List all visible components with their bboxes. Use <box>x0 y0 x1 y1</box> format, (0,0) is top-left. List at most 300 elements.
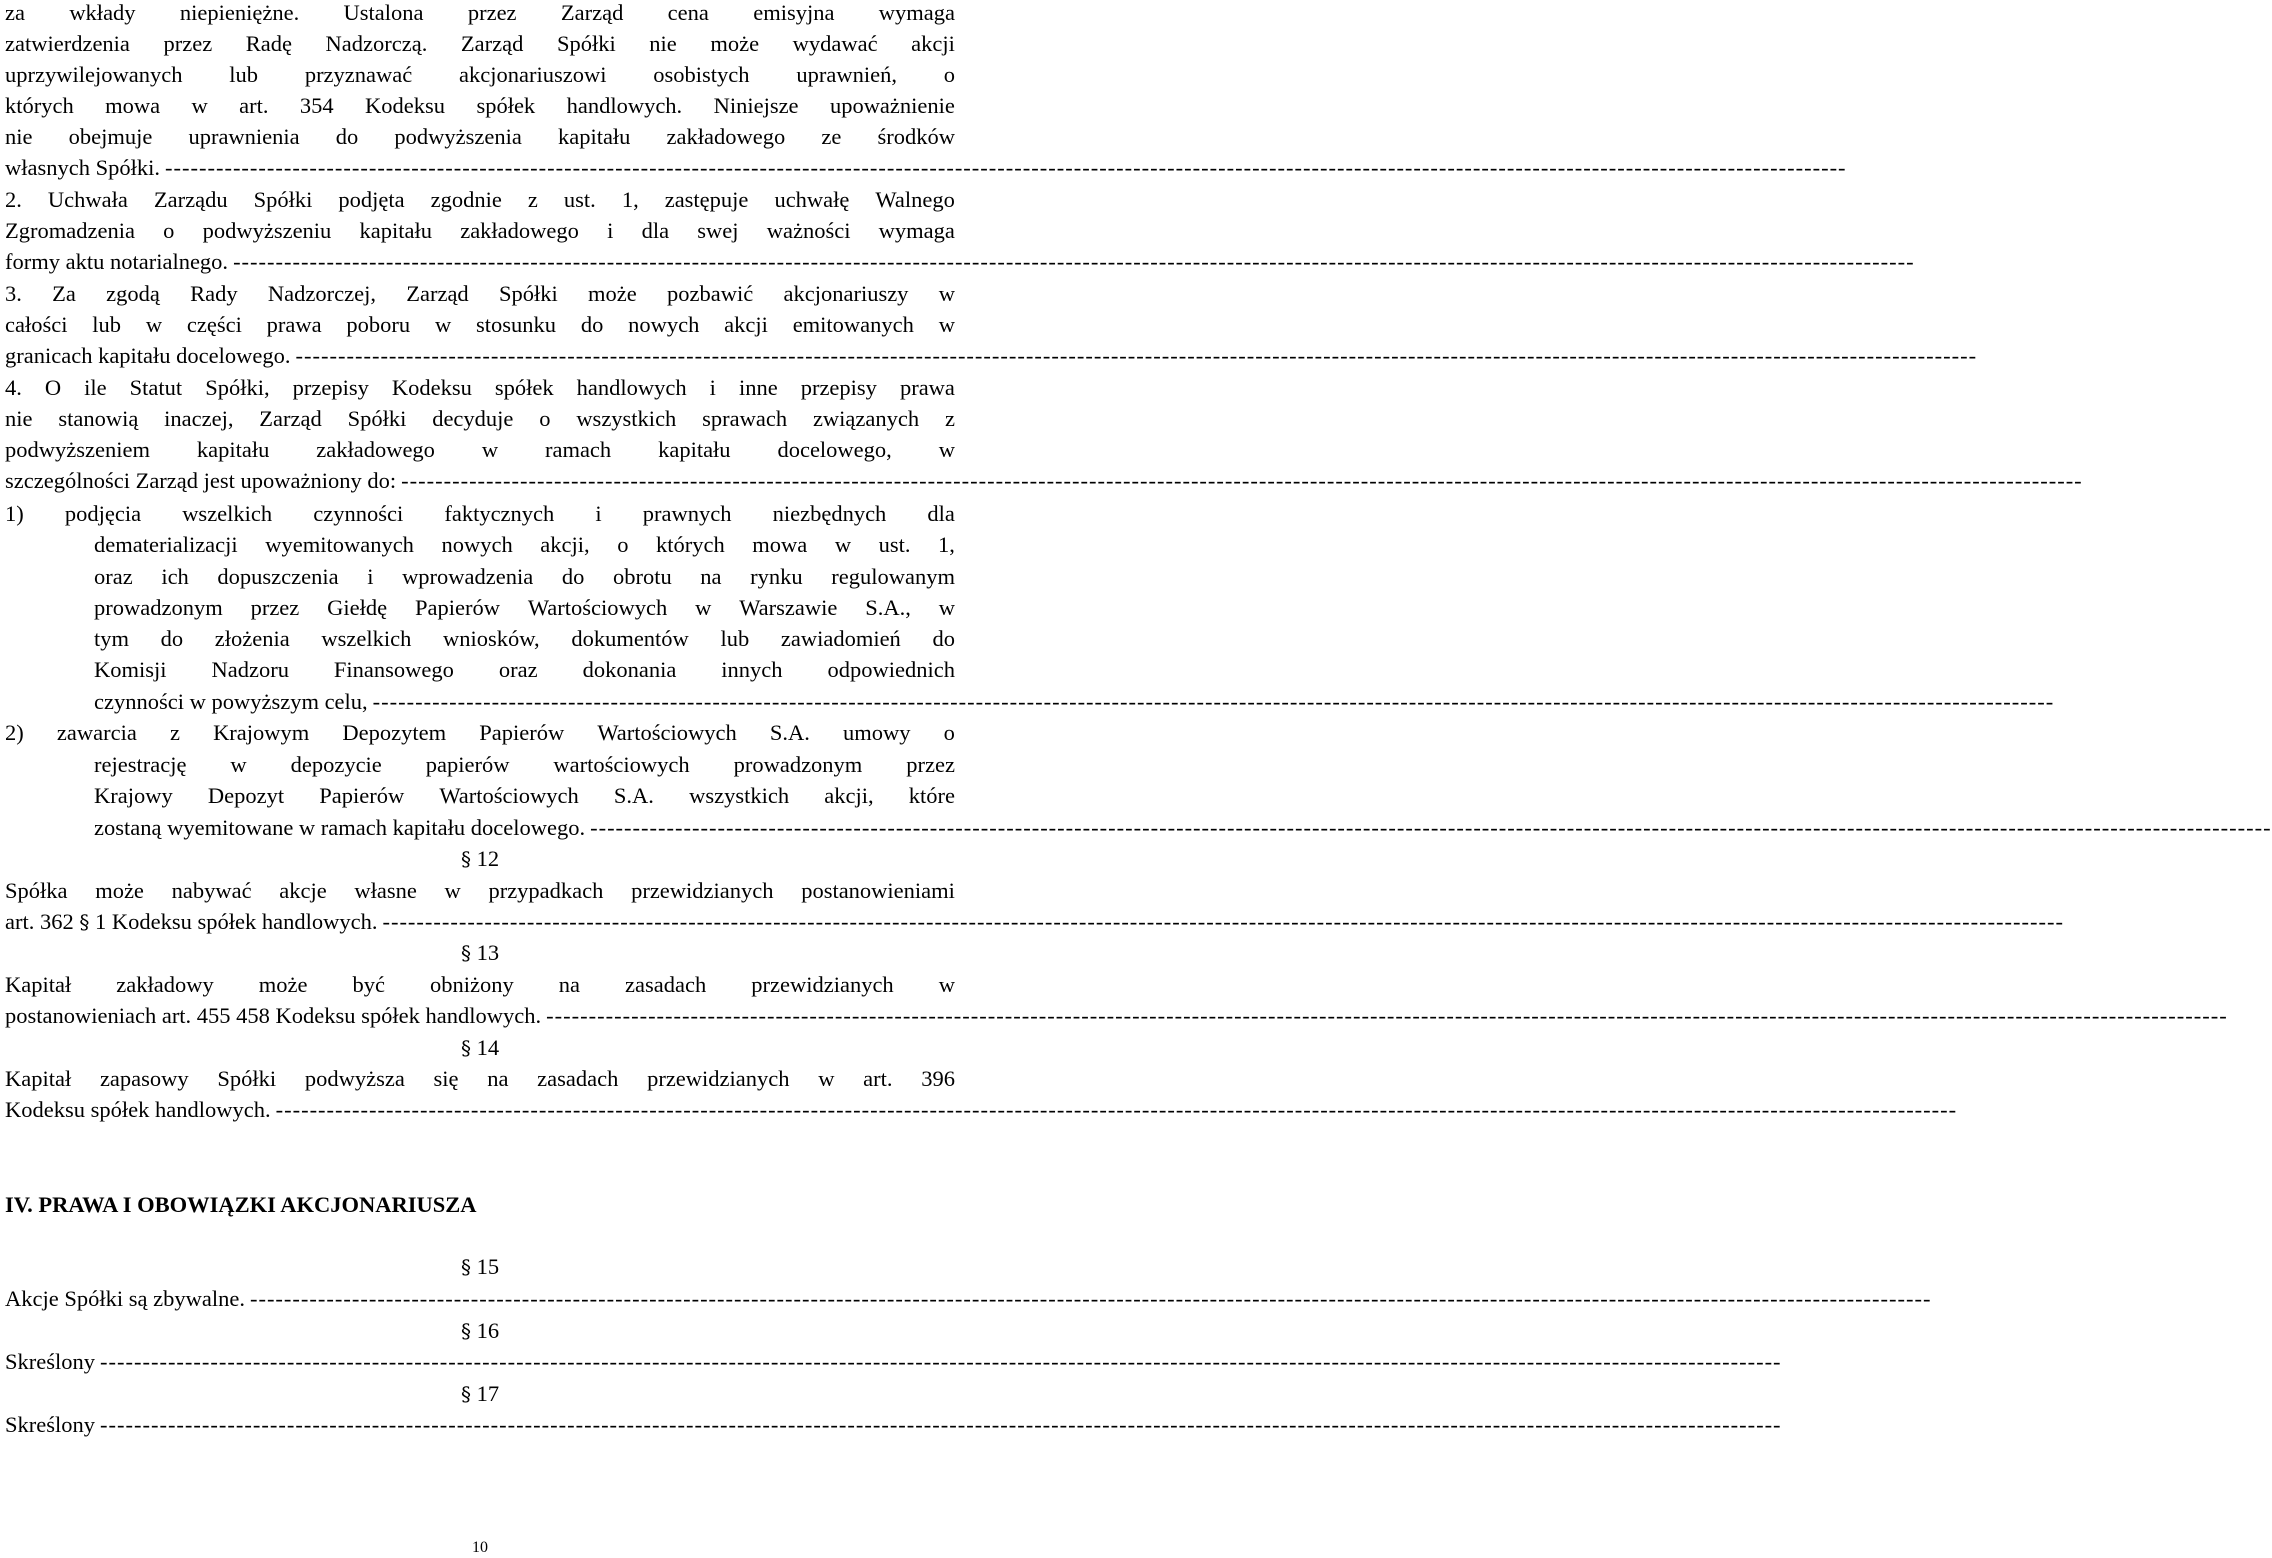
page-number: 10 <box>472 1539 488 1556</box>
word: rynku <box>750 564 803 589</box>
word: decyduje <box>432 406 514 431</box>
word: Zarządu <box>153 187 228 212</box>
word: akcji <box>724 312 768 337</box>
word: S.A. <box>769 720 810 745</box>
text-line <box>5 498 955 529</box>
word: dla <box>927 501 955 526</box>
text-line <box>5 1283 1932 1314</box>
word: Krajowym <box>213 720 310 745</box>
word: stanowią <box>58 406 139 431</box>
word: które <box>908 783 955 808</box>
word: na <box>487 1066 509 1091</box>
word: prowadzonym <box>733 752 863 777</box>
section-heading-12 <box>5 843 955 875</box>
word: na <box>700 564 722 589</box>
text-line <box>5 717 955 748</box>
word: 1, <box>621 187 639 212</box>
word: prawa <box>266 312 322 337</box>
word: innych <box>721 657 783 682</box>
word: inaczej, <box>164 406 234 431</box>
word: do <box>160 626 184 651</box>
word: Nadzorczej, <box>267 281 376 306</box>
word: dokumentów <box>571 626 689 651</box>
word: O <box>44 375 62 400</box>
word: kapitału <box>359 218 432 243</box>
word: cena <box>667 0 709 25</box>
text-line <box>94 780 955 811</box>
line-text: własnych Spółki. <box>5 155 160 180</box>
word: Ustalona <box>343 0 424 25</box>
word: Uchwała <box>47 187 128 212</box>
word: akcji, <box>540 532 590 557</box>
section-number: 13 <box>476 940 500 965</box>
word: S.A. <box>613 783 654 808</box>
word: Nadzoru <box>211 657 289 682</box>
text-line <box>5 309 955 340</box>
text-line <box>94 623 955 654</box>
dash-filler: ------------------------------------------------------------------------------------------------------------------------------------------------------------------------------------------------------ <box>249 1286 1932 1311</box>
section-heading-13 <box>5 937 955 969</box>
word: i <box>595 501 602 526</box>
line-text: art. 362 <box>5 909 74 934</box>
section-heading-16 <box>5 1315 955 1347</box>
word: i <box>367 564 374 589</box>
word: zakładowego <box>666 124 786 149</box>
text-line <box>94 529 955 560</box>
line-text: Akcje Spółki są zbywalne. <box>5 1286 245 1311</box>
word: w <box>230 752 247 777</box>
word: własne <box>354 878 417 903</box>
word: o <box>943 720 955 745</box>
word: w <box>191 93 208 118</box>
word: ze <box>821 124 842 149</box>
line-text: postanowieniach art. 455 458 Kodeksu spółek handlowych. <box>5 1003 542 1028</box>
word: regulowanym <box>831 564 955 589</box>
text-line <box>94 812 2272 843</box>
word: akcjonariuszy <box>783 281 909 306</box>
word: docelowego, <box>777 437 892 462</box>
word: w <box>434 312 452 337</box>
word: w <box>938 972 955 997</box>
word: Kodeksu <box>365 93 446 118</box>
word: Kapitał <box>5 972 72 997</box>
line-text: 1 Kodeksu spółek handlowych. <box>94 909 378 934</box>
text-line <box>94 749 955 780</box>
word: i <box>607 218 614 243</box>
section-sign: § <box>79 910 90 934</box>
word: ważności <box>766 218 851 243</box>
word: handlowych <box>576 375 687 400</box>
word: oraz <box>498 657 538 682</box>
section-number: 17 <box>476 1381 500 1406</box>
word: faktycznych <box>444 501 555 526</box>
word: niezbędnych <box>772 501 887 526</box>
word: za <box>5 0 25 25</box>
word: Krajowy <box>94 783 173 808</box>
word: wszelkich <box>182 501 273 526</box>
section-heading-14 <box>5 1032 955 1064</box>
word: zgodą <box>106 281 160 306</box>
word: papierów <box>425 752 510 777</box>
word: nowych <box>441 532 513 557</box>
section-number: 14 <box>476 1035 500 1060</box>
word: przez <box>250 595 300 620</box>
text-line <box>5 1409 1782 1440</box>
word: Depozytem <box>342 720 447 745</box>
text-line <box>5 90 955 121</box>
word: 1, <box>938 532 955 557</box>
dash-filler: ------------------------------------------------------------------------------------------------------------------------------------------------------------------------------------------------------ <box>372 689 2055 714</box>
dash-filler: ------------------------------------------------------------------------------------------------------------------------------------------------------------------------------------------------------ <box>382 909 2065 934</box>
word: Spółki <box>347 406 407 431</box>
word: w <box>938 281 955 306</box>
section-sign: § <box>460 1319 471 1343</box>
word: S.A., <box>865 595 911 620</box>
word: o <box>943 62 955 87</box>
line-text: formy aktu notarialnego. <box>5 249 229 274</box>
dash-filler: ------------------------------------------------------------------------------------------------------------------------------------------------------------------------------------------------------ <box>165 155 1847 180</box>
word: zakładowego <box>460 218 579 243</box>
word: Spółki <box>217 1066 277 1091</box>
word: Kodeksu <box>391 375 472 400</box>
word: uprawnienia <box>188 124 300 149</box>
word: Kapitał <box>5 1066 72 1091</box>
line-text: Skreślony <box>5 1412 95 1437</box>
word: mowa <box>752 532 808 557</box>
word: zasadach <box>537 1066 619 1091</box>
line-text: Skreślony <box>5 1349 95 1374</box>
word: wszystkich <box>576 406 677 431</box>
word: sprawach <box>702 406 788 431</box>
word: wymaga <box>878 218 955 243</box>
line-text: Kodeksu spółek handlowych. <box>5 1097 271 1122</box>
word: z <box>527 187 538 212</box>
word: lub <box>229 62 259 87</box>
word: może <box>258 972 308 997</box>
word: umowy <box>843 720 911 745</box>
word: lub <box>92 312 122 337</box>
word: podwyższa <box>304 1066 405 1091</box>
word: się <box>433 1066 459 1091</box>
text-line <box>5 340 1978 371</box>
word: obniżony <box>430 972 514 997</box>
word: wartościowych <box>553 752 690 777</box>
word: uchwałę <box>774 187 850 212</box>
word: Papierów <box>319 783 405 808</box>
word: poboru <box>346 312 411 337</box>
word: upoważnienie <box>829 93 955 118</box>
word: wszystkich <box>689 783 790 808</box>
word: ust. <box>563 187 596 212</box>
text-line <box>5 246 1915 277</box>
word: niepieniężne. <box>179 0 300 25</box>
word: dokonania <box>582 657 677 682</box>
word: odpowiednich <box>827 657 955 682</box>
word: akcje <box>279 878 327 903</box>
word: przez <box>906 752 955 777</box>
word: obejmuje <box>68 124 153 149</box>
word: podjęta <box>338 187 405 212</box>
word: postanowieniami <box>801 878 955 903</box>
word: Spółki <box>253 187 313 212</box>
section-sign: § <box>460 1382 471 1406</box>
word: zakładowy <box>116 972 214 997</box>
word: inne <box>738 375 778 400</box>
word: przypadkach <box>488 878 604 903</box>
word: w <box>938 595 955 620</box>
word: Zarząd <box>560 0 624 25</box>
word: w <box>938 437 955 462</box>
section-sign: § <box>460 1255 471 1279</box>
word: na <box>558 972 581 997</box>
word: Wartościowych <box>527 595 668 620</box>
word: handlowych. <box>566 93 683 118</box>
section-number: 16 <box>476 1318 500 1343</box>
text-line <box>5 434 955 465</box>
word: Spółki, <box>205 375 270 400</box>
word: Papierów <box>479 720 565 745</box>
word: do <box>561 564 585 589</box>
word: emitowanych <box>792 312 914 337</box>
dash-filler: ------------------------------------------------------------------------------------------------------------------------------------------------------------------------------------------------------ <box>233 249 1915 274</box>
word: kapitału <box>658 437 731 462</box>
word: Niniejsze <box>713 93 799 118</box>
word: spółek <box>476 93 536 118</box>
word: stosunku <box>476 312 557 337</box>
section-number: 15 <box>476 1254 500 1279</box>
word: Papierów <box>414 595 500 620</box>
dash-filler: ------------------------------------------------------------------------------------------------------------------------------------------------------------------------------------------------------ <box>546 1003 2228 1028</box>
word: o <box>163 218 175 243</box>
text-line <box>5 28 955 59</box>
word: oraz <box>94 564 133 589</box>
word: 396 <box>921 1066 955 1091</box>
word: Zarząd <box>406 281 469 306</box>
text-line <box>5 465 2083 496</box>
word: Spółki <box>556 31 616 56</box>
word: w <box>818 1066 835 1091</box>
word: których <box>655 532 725 557</box>
word: Warszawie <box>739 595 838 620</box>
word: wprowadzenia <box>402 564 534 589</box>
text-line <box>5 372 955 403</box>
word: w <box>481 437 499 462</box>
text-line <box>5 906 2065 937</box>
word: wniosków, <box>443 626 540 651</box>
word: Nadzorczą. <box>325 31 428 56</box>
word: do <box>580 312 604 337</box>
word: Rady <box>190 281 238 306</box>
word: których <box>5 93 74 118</box>
text-line <box>94 592 955 623</box>
word: kapitału <box>196 437 270 462</box>
word: ile <box>84 375 107 400</box>
word: zastępuje <box>664 187 749 212</box>
word: ramach <box>544 437 612 462</box>
word: kapitału <box>557 124 631 149</box>
word: w <box>444 878 461 903</box>
word: uprzywilejowanych <box>5 62 183 87</box>
word: części <box>186 312 242 337</box>
word: czynności <box>313 501 404 526</box>
word: może <box>588 281 637 306</box>
word: w <box>938 312 955 337</box>
word: dla <box>641 218 670 243</box>
text-line <box>5 1000 2228 1031</box>
word: wkłady <box>69 0 136 25</box>
word: Zgromadzenia <box>5 218 135 243</box>
dash-filler: ------------------------------------------------------------------------------------------------------------------------------------------------------------------------------------------------------ <box>275 1097 1958 1122</box>
word: przewidzianych <box>751 972 894 997</box>
section-heading-15 <box>5 1251 955 1283</box>
word: wydawać <box>792 31 878 56</box>
word: zakładowego <box>316 437 435 462</box>
text-line <box>94 686 2055 717</box>
dash-filler: ------------------------------------------------------------------------------------------------------------------------------------------------------------------------------------------------------ <box>100 1412 1782 1437</box>
word: akcji <box>911 31 955 56</box>
word: przepisy <box>800 375 877 400</box>
word: mowa <box>105 93 161 118</box>
word: do <box>335 124 359 149</box>
word: przez <box>467 0 517 25</box>
word: środków <box>877 124 955 149</box>
word: dematerializacji <box>94 532 238 557</box>
word: 354 <box>299 93 334 118</box>
word: depozycie <box>290 752 382 777</box>
line-text: szczególności Zarząd jest upoważniony do: <box>5 468 397 493</box>
word: w <box>695 595 712 620</box>
text-line <box>5 152 1847 183</box>
dash-filler: ------------------------------------------------------------------------------------------------------------------------------------------------------------------------------------------------------ <box>590 815 2272 840</box>
word: całości <box>5 312 68 337</box>
word: 1) <box>5 501 24 526</box>
text-line <box>94 561 955 592</box>
word: 4. <box>5 375 22 400</box>
word: wszelkich <box>321 626 412 651</box>
word: lub <box>720 626 750 651</box>
word: Finansowego <box>333 657 454 682</box>
word: może <box>710 31 760 56</box>
word: spółek <box>494 375 554 400</box>
word: podwyższenia <box>394 124 522 149</box>
section-heading-17 <box>5 1378 955 1410</box>
text-line <box>5 1346 1782 1377</box>
word: zawarcia <box>56 720 137 745</box>
word: zasadach <box>625 972 707 997</box>
text-line <box>5 278 955 309</box>
word: przepisy <box>292 375 369 400</box>
line-text: czynności w powyższym celu, <box>94 689 368 714</box>
word: związanych <box>812 406 920 431</box>
word: emisyjna <box>753 0 835 25</box>
word: Wartościowych <box>597 720 737 745</box>
word: przewidzianych <box>647 1066 790 1091</box>
text-line <box>5 0 955 28</box>
word: prawnych <box>642 501 732 526</box>
word: podwyższeniu <box>202 218 332 243</box>
word: 2. <box>5 187 22 212</box>
word: z <box>944 406 955 431</box>
word: zapasowy <box>99 1066 189 1091</box>
word: ich <box>161 564 189 589</box>
section-sign: § <box>460 847 471 871</box>
text-line <box>5 403 955 434</box>
section-number: 12 <box>476 846 500 871</box>
word: Za <box>52 281 76 306</box>
word: akcjonariuszowi <box>459 62 607 87</box>
text-line <box>5 121 955 152</box>
word: przyznawać <box>304 62 413 87</box>
line-text: zostaną wyemitowane w ramach kapitału docelowego. <box>94 815 586 840</box>
chapter-heading: IV. PRAWA I OBOWIĄZKI AKCJONARIUSZA <box>5 1192 477 1217</box>
word: 2) <box>5 720 24 745</box>
word: zatwierdzenia <box>5 31 130 56</box>
word: uprawnień, <box>796 62 897 87</box>
word: swej <box>697 218 739 243</box>
word: w <box>834 532 852 557</box>
dash-filler: ------------------------------------------------------------------------------------------------------------------------------------------------------------------------------------------------------ <box>100 1349 1782 1374</box>
word: w <box>145 312 163 337</box>
word: art. <box>239 93 269 118</box>
dash-filler: ------------------------------------------------------------------------------------------------------------------------------------------------------------------------------------------------------ <box>295 343 1978 368</box>
word: o <box>539 406 551 431</box>
text-line <box>94 654 955 685</box>
word: 3. <box>5 281 22 306</box>
word: Komisji <box>94 657 167 682</box>
word: Radę <box>245 31 292 56</box>
word: Spółki <box>498 281 558 306</box>
line-text: granicach kapitału docelowego. <box>5 343 291 368</box>
word: pozbawić <box>667 281 754 306</box>
dash-filler: ------------------------------------------------------------------------------------------------------------------------------------------------------------------------------------------------------ <box>401 468 2083 493</box>
word: zgodnie <box>430 187 502 212</box>
word: zawiadomień <box>780 626 901 651</box>
word: przez <box>163 31 213 56</box>
text-line <box>5 184 955 215</box>
word: obrotu <box>612 564 672 589</box>
word: wymaga <box>878 0 955 25</box>
word: Giełdę <box>327 595 388 620</box>
text-line <box>5 1063 955 1094</box>
section-sign: § <box>460 941 471 965</box>
text-line <box>5 215 955 246</box>
word: osobistych <box>653 62 750 87</box>
word: i <box>709 375 716 400</box>
word: Statut <box>129 375 183 400</box>
word: przewidzianych <box>631 878 774 903</box>
word: do <box>932 626 955 651</box>
word: akcji, <box>824 783 874 808</box>
word: tym <box>94 626 130 651</box>
word: ust. <box>878 532 911 557</box>
section-sign: § <box>460 1036 471 1060</box>
word: Depozyt <box>207 783 285 808</box>
word: Zarząd <box>460 31 524 56</box>
word: prawa <box>899 375 955 400</box>
text-line <box>5 875 955 906</box>
word: nie <box>5 406 33 431</box>
word: Zarząd <box>259 406 322 431</box>
word: podwyższeniem <box>5 437 150 462</box>
word: Walnego <box>875 187 955 212</box>
word: nie <box>649 31 677 56</box>
word: nabywać <box>171 878 252 903</box>
word: nowych <box>628 312 700 337</box>
word: rejestrację <box>94 752 187 777</box>
text-line <box>5 1094 1958 1125</box>
word: Spółka <box>5 878 68 903</box>
word: nie <box>5 124 33 149</box>
